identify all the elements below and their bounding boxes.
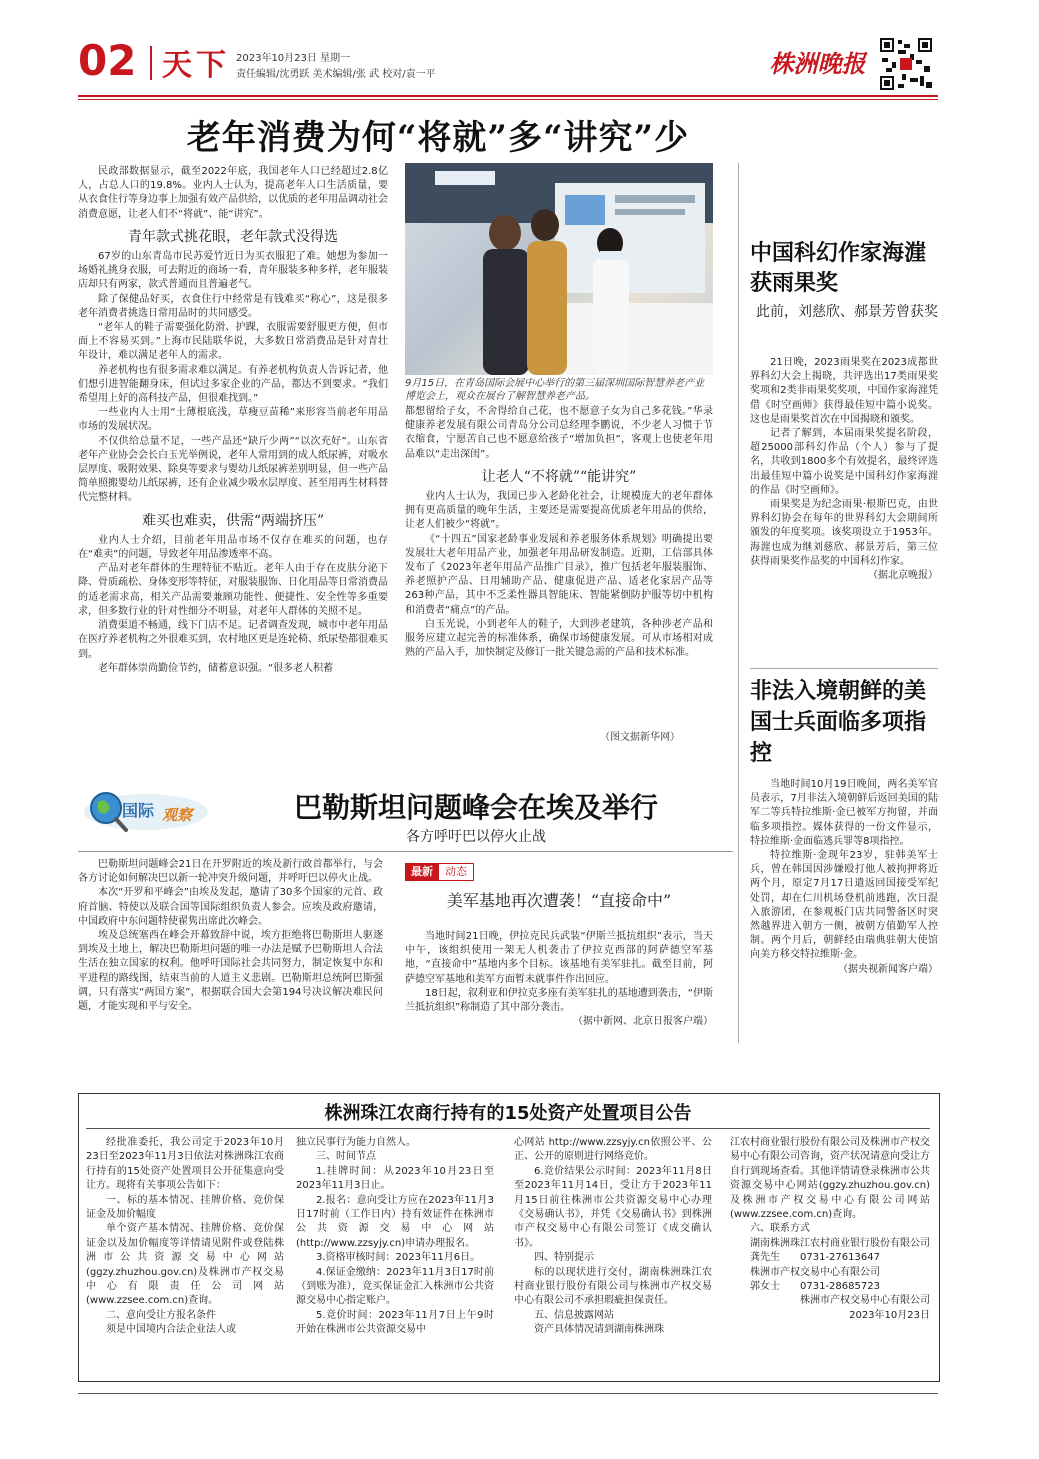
article-paragraph: 产品对老年群体的生理特征不贴近。老年人由于存在皮肤分泌下降、骨质疏松、身体变形等特征，对服装服饰、日化用品等日常消费品的适老需求高，相关产品需要兼顾功能性、便捷性、安全性等多重要求，但多数行业的针对性细分不明显，对老年人群体的关照不足。 [78,563,388,617]
announcement-heading: 四、特别提示 [534,1252,594,1264]
issue-date: 2023年10月23日 星期一 [236,53,351,64]
subheading: 让老人“不将就”“能讲究” [481,468,637,485]
article-paragraph: 巴勒斯坦问题峰会21日在开罗附近的埃及新行政首都举行，与会各方讨论如何解决巴以新一轮冲突升级问题，并呼吁巴以停火止战。 [78,859,383,885]
announcement-signature: 株洲市产权交易中心有限公司 [800,1295,930,1307]
main-article-right-column [405,405,713,660]
announcement-date: 2023年10月23日 [849,1309,930,1321]
page-number: 02 [78,36,137,85]
announcement-column-4 [730,1136,930,1323]
article-paragraph: 一些业内人士用“土薄根底浅，草瘦豆苗稀”来形容当前老年用品市场的发展状况。 [78,407,388,433]
article-paragraph: 不仅供给总量不足，一些产品还“缺斤少两”“以次充好”。山东省老年产业协会会长白玉光举例说，老年人常用到的成人纸尿裤，对吸水层厚度、吸附效果、除臭等要求与婴幼儿纸尿裤差别明显，但一些产品简单照搬婴幼儿纸尿裤，还有企业减少吸水层厚度、甚至用再生材料替代完整材料。 [78,435,388,504]
announcement-text: 4.保证金缴纳：2023年11月3日17时前（到账为准），竞买保证金汇入株洲市公共资源交易中心指定账户。 [296,1266,494,1307]
palestine-subheading: 各方呼吁巴以停火止战 [406,829,546,845]
section-divider [78,851,733,852]
subheading: 难买也难卖，供需“两端挤压” [141,512,325,529]
article-paragraph: 记者了解到，本届雨果奖提名阶段，超25000部科幻作品（个人）参与了提名，共收到1800多个有效提名，最终评选出最佳短中篇小说奖是中国科幻作家海漄的作品《时空画师》。 [750,428,938,496]
article-credit: （据央视新闻客户端） [838,963,938,975]
korea-article-body [750,778,938,977]
article-paragraph: 67岁的山东青岛市民苏爱竹近日为买衣服犯了难。她想为参加一场婚礼挑身衣服，可去附近的商场一看，青年服装多种多样，老年服装店却只有两家，款式普通而且普遍老气。 [78,251,388,291]
us-base-headline: 美军基地再次遭袭！“直接命中” [446,891,672,910]
palestine-headline: 巴勒斯坦问题峰会在埃及举行 [293,791,658,824]
badge-text-observe: 观察 [162,806,193,824]
article-credit: （据中新网、北京日报客户端） [573,1016,713,1028]
article-paragraph: 雨果奖是为纪念雨果·根斯巴克，由世界科幻协会在每年的世界科幻大会期间所颁发的年度奖项。该奖项设立于1953年。海漄也成为继刘慈欣、郝景芳后，第三位获得雨果奖作品奖的中国科幻作家。 [750,499,938,567]
latest-news-tag [405,860,474,878]
announcement-column-1 [86,1136,284,1338]
scifi-subheading: 此前，刘慈欣、郝景芳曾获奖 [756,304,938,320]
header-rule-thin [78,99,938,100]
international-badge [80,786,212,836]
announcement-rule [86,1128,930,1129]
announcement-text: 江农村商业银行股份有限公司及株洲市产权交易中心有限公司咨询，资产状况请意向受让方自行到现场查看。其他详情请登录株洲市公共资源交易中心网站(ggzy.zhuzhou.gov.cn)及株洲市产权交易中心有限公司网站(www.zzsee.com.cn)查询。 [730,1137,930,1221]
badge-text-intl: 国际 [122,801,155,820]
subheading: 青年款式挑花眼，老年款式没得选 [128,228,338,245]
announcement-title: 株洲珠江农商行持有的15处资产处置项目公告 [324,1103,692,1124]
scifi-article-body [750,356,938,583]
announcement-text: 标的以现状进行交付，湖南株洲珠江农村商业银行股份有限公司与株洲市产权交易中心有限公司不承担瑕疵担保责任。 [514,1266,712,1307]
announcement-text: 须是中国境内合法企业法人或 [106,1324,236,1336]
editors-line: 责任编辑/沈勇跃 美术编辑/张 武 校对/袁一平 [236,69,436,80]
contact-org: 湖南株洲珠江农村商业银行股份有限公司 [750,1237,930,1249]
article-paragraph: 消费渠道不畅通，线下门店不足。记者调查发现，城市中老年用品在医疗养老机构之外很难买到，农村地区更是连轮椅、纸尿垫都很难买到。 [78,620,388,660]
article-paragraph: 埃及总统塞西在峰会开幕致辞中说，埃方拒绝将巴勒斯坦人驱逐到埃及土地上，解决巴勒斯坦问题的唯一办法是赋予巴勒斯坦人合法生活在独立国家的权利。他呼吁国际社会共同努力，制定恢复中东和平进程的路线图，结束当前的人道主义悲剧。巴勒斯坦总统阿巴斯强调，只有落实“两国方案”，根据联合国大会第194号决议解决难民问题，才能实现和平与安全。 [78,930,383,1013]
header-rule [78,95,938,97]
announcement-heading: 一、标的基本情况、挂牌价格、竞价保证金及加价幅度 [86,1194,284,1221]
announcement-text: 资产具体情况请到湖南株洲珠 [534,1324,664,1336]
qr-code-icon [878,36,934,92]
announcement-text: 5.竞价时间：2023年11月7日上午9时开始在株洲市公共资源交易中 [296,1309,494,1336]
article-credit: （据北京晚报） [868,570,938,582]
article-paragraph: 18日起，叙利亚和伊拉克多座有美军驻扎的基地遭到袭击，“伊斯兰抵抗组织”称制造了其中部分袭击。 [405,987,713,1014]
announcement-text: 1.挂牌时间：从2023年10月23日至2023年11月3日止。 [296,1165,494,1192]
article-paragraph: 本次“开罗和平峰会”由埃及发起，邀请了30多个国家的元首、政府首脑、特使以及联合国等国际组织负责人参会。应埃及政府邀请，中国政府中东问题特使翟隽出席此次峰会。 [78,887,383,927]
announcement-text: 6.竞价结果公示时间：2023年11月8日至2023年11月14日，受让方于2023年11月15日前往株洲市公共资源交易中心办理《交易确认书》，并凭《交易确认书》到株洲市产权交易中心有限公司签订《成交确认书》。 [514,1165,712,1249]
article-paragraph: “老年人的鞋子需要强化防滑、护踝，衣服需要舒服更方便，但市面上不容易买到。”上海市民陆联华说，大多数日常消费品是针对青壮年设计，难以满足老年人的需求。 [78,322,388,362]
palestine-article-body [78,858,383,1014]
article-paragraph: 业内人士认为，我国已步入老龄化社会，让规模庞大的老年群体拥有更高质量的晚年生活，主要还是需要提高优质老年用品的供给，让老人们被少“将就”。 [405,491,713,531]
column-divider [738,163,739,1043]
article-paragraph: 21日晚，2023雨果奖在2023成都世界科幻大会上揭晓，共评选出17类雨果奖奖项和2类非雨果奖奖项，中国作家海漄凭借《时空画师》获得最佳短中篇小说奖。这也是雨果奖首次在中国揭晓和颁奖。 [750,357,938,425]
announcement-column-2 [296,1136,494,1338]
article-paragraph: 《“十四五”国家老龄事业发展和养老服务体系规划》明确提出要发展壮大老年用品产业，加强老年用品研发制造。近期，工信部具体发布了《2023年老年用品产品推广目录》，推广包括老年服装服饰、养老照护产品、日用辅助产品、健康促进产品、适老化家居产品等263种产品，其中不乏柔性器具智能床、智能紧倒防护服等切中机构和消费者“痛点”的产品。 [405,533,713,616]
tag-latest: 最新 [405,863,439,881]
expo-photo [405,163,713,375]
section-name: 天下 [162,48,230,83]
article-paragraph: 养老机构也有很多需求难以满足。有养老机构负责人告诉记者，他们想引进智能翻身床，但试过多家企业的产品，都达不到要求。“我们希望用上好的高科技产品，但很难找到。” [78,364,388,405]
article-paragraph: 都想留给子女，不舍得给自己花，也不愿意子女为自己多花钱。”华录健康养老发展有限公司青岛分公司总经理李鹏说，不少老人习惯于节衣缩食，宁愿苦自己也不愿意给孩子“增加负担”，客观上也使老年用品难以“走出深闺”。 [405,406,713,460]
bottom-rule [78,1393,938,1394]
newspaper-logo: 株洲晚报 [769,49,866,78]
main-article-left-column [78,165,388,676]
contact-person: 龚先生 0731-27613647 [750,1252,880,1264]
article-paragraph: 老年群体崇尚勤俭节约，储蓄意识强。“很多老人积蓄 [98,662,334,674]
header-divider [150,46,152,80]
tag-update: 动态 [439,863,474,881]
main-headline: 老年消费为何“将就”多“讲究”少 [186,118,690,158]
announcement-text: 3.资格审核时间：2023年11月6日。 [316,1252,481,1264]
scifi-headline: 中国科幻作家海漄获雨果奖 [750,240,927,296]
article-paragraph: 白玉光说，小到老年人的鞋子，大到涉老建筑，各种涉老产品和服务应建立起完善的标准体系，确保市场健康发展。可从市场相对成熟的产品入手，加快制定及修订一批关键急需的产品和技术标准。 [405,618,713,659]
announcement-heading: 五、信息披露网站 [534,1309,614,1321]
announcement-heading: 二、意向受让方报名条件 [106,1309,216,1321]
article-paragraph: 除了保健品好买，衣食住行中经常是有钱难买“称心”，这是很多老年消费者挑选日常用品时的共同感受。 [78,293,388,319]
announcement-text: 单个资产基本情况、挂牌价格、竞价保证金以及加价幅度等详情请见附件或登陆株洲市公共资源交易中心网站(ggzy.zhuzhou.gov.cn)及株洲市产权交易中心有限责任公司网站(www.zzsee.com.cn)查询。 [86,1223,284,1307]
korea-headline: 非法入境朝鲜的美国士兵面临多项指控 [750,678,927,766]
article-paragraph: 当地时间10月19日晚间，两名美军官员表示，7月非法入境朝鲜后返回美国的陆军二等兵特拉维斯·金已被军方拘留，并面临多项指控。媒体获得的一份文件显示，特拉维斯·金面临逃兵罪等8项指控。 [750,779,938,847]
us-base-article-body [405,930,713,1029]
announcement-heading: 三、时间节点 [316,1151,376,1163]
announcement-text: 经批准委托，我公司定于2023年10月23日至2023年11月3日依法对株洲珠江农商行持有的15处资产处置项目公开征集意向受让方。现将有关事项公告如下： [86,1137,284,1192]
article-paragraph: 当地时间21日晚，伊拉克民兵武装“伊斯兰抵抗组织”表示，当天中午，该组织使用一架无人机袭击了伊拉克西部的阿萨德空军基地，“直接命中”基地内多个目标。该基地有美军驻扎。截至目前，阿萨德空军基地和美军方面暂未就事件作出回应。 [405,931,713,985]
announcement-column-3 [514,1136,712,1338]
contact-person: 郭女士 0731-28685723 [750,1281,880,1293]
announcement-heading: 六、联系方式 [750,1223,810,1235]
article-paragraph: 业内人士介绍，目前老年用品市场不仅存在难买的问题，也存在“难卖”的问题，导致老年用品渗透率不高。 [78,534,388,561]
announcement-text: 独立民事行为能力自然人。 [296,1137,416,1148]
announcement-text: 2.报名：意向受让方应在2023年11月3日17时前（工作日内）持有效证件在株洲市公共资源交易中心网站(http://www.zzsyjy.cn)申请办理报名。 [296,1194,494,1249]
announcement-text: 心网站 http://www.zzsyjy.cn依照公平、公正、公开的原则进行网络竞价。 [514,1137,712,1163]
photo-credit: （图文据新华网） [600,732,680,743]
contact-org: 株洲市产权交易中心有限公司 [750,1266,880,1278]
section-divider [750,668,938,669]
article-paragraph: 特拉维斯·金现年23岁，驻韩美军士兵，曾在韩国因涉嫌殴打他人被拘押将近两个月，原定7月17日遣返回国接受军纪处罚，却在仁川机场登机前逃跑，次日混入旅游团，在参观板门店共同警备区时突然越界进入朝方一侧，被朝方值勤军人控制。两个月后，朝鲜经由瑞典驻朝大使馆向美方移交特拉维斯·金。 [750,850,938,961]
photo-caption: 9月15日，在青岛国际会展中心举行的第三届深圳国际智慧养老产业博览会上，观众在展台了解智慧养老产品。 [405,378,705,402]
article-paragraph: 民政部数据显示，截至2022年底，我国老年人口已经超过2.8亿人，占总人口的19.8%。业内人士认为，提高老年人口生活质量，要从衣食住行等身边事上加强有效产品供给，以优质的老年用品调动社会消费意愿，让老人们不“将就”、能“讲究”。 [78,166,388,220]
